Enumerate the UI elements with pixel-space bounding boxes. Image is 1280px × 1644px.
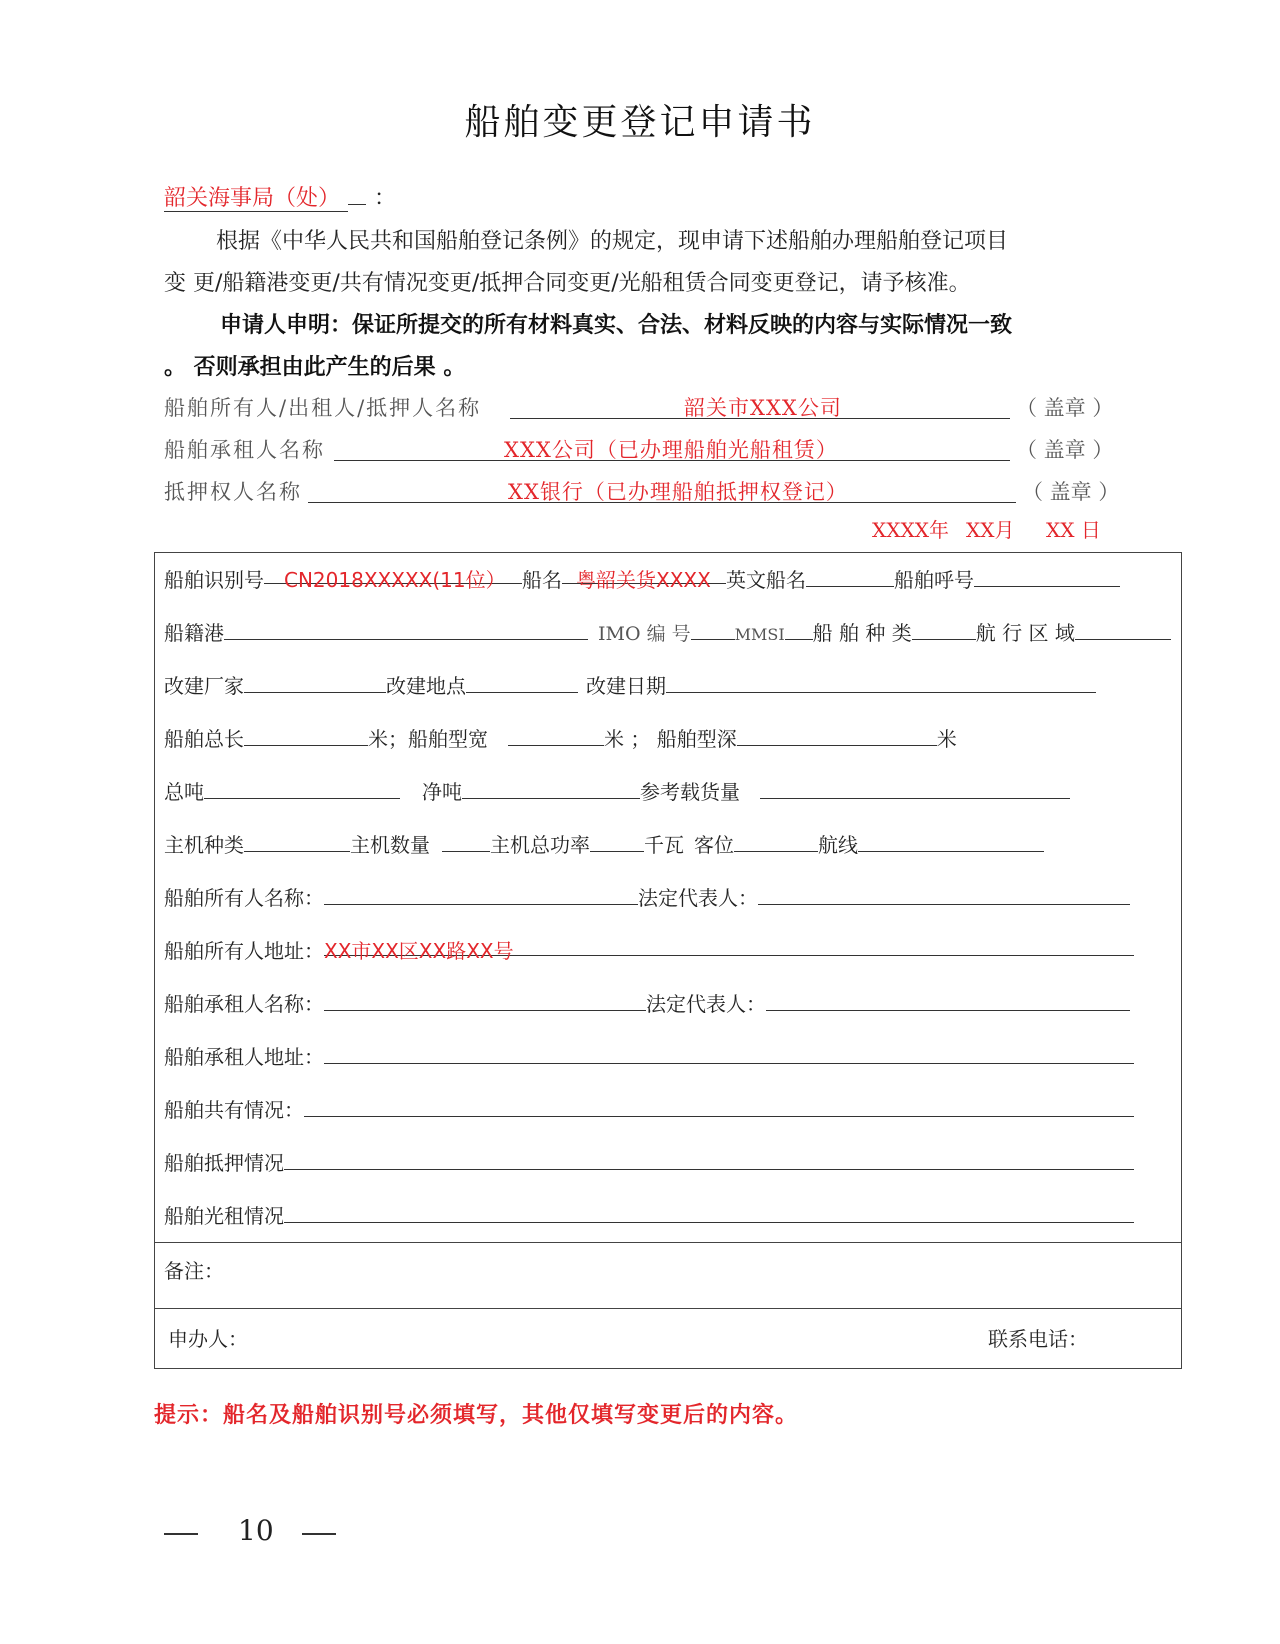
applicant-field[interactable]: [250, 1318, 750, 1352]
remarks-label: 备注：: [164, 1259, 224, 1283]
ship-type-label: 船 舶 种 类: [812, 621, 912, 645]
engine-power-field[interactable]: [590, 831, 644, 852]
ship-id-label: 船舶识别号: [164, 568, 264, 592]
engine-type-field[interactable]: [244, 831, 350, 852]
english-name-label: 英文船名: [726, 568, 806, 592]
co-ownership-label: 船舶共有情况：: [164, 1098, 304, 1122]
rebuild-place-label: 改建地点: [386, 674, 466, 698]
ship-name-field[interactable]: 粤韶关货XXXX: [562, 564, 726, 584]
engine-count-field[interactable]: [442, 831, 490, 852]
passenger-field[interactable]: [734, 831, 818, 852]
dwt-label: 参考载货量: [640, 780, 740, 804]
party-mortgagee-seal: （ 盖章 ）: [1022, 480, 1120, 504]
port-field[interactable]: [224, 619, 588, 640]
form-row-co-ownership: [164, 1094, 1134, 1123]
page-number: 10: [238, 1514, 274, 1547]
rebuild-factory-label: 改建厂家: [164, 674, 244, 698]
form-row-owner: [164, 882, 1130, 911]
form-row-rebuild: [164, 670, 1096, 699]
lessee-name-label: 船舶承租人名称：: [164, 992, 324, 1016]
rebuild-date-label: 改建日期: [586, 674, 666, 698]
owner-address-field[interactable]: XX市XX区XX路XX号: [324, 935, 1134, 956]
owner-legal-rep-field[interactable]: [758, 884, 1130, 905]
bareboat-label: 船舶光租情况: [164, 1204, 284, 1228]
rebuild-factory-field[interactable]: [244, 672, 386, 693]
party-lessee-value: XXX公司（已办理船舶光船租赁）: [504, 438, 838, 462]
mmsi-field[interactable]: [785, 619, 813, 640]
length-label: 船舶总长: [164, 727, 244, 751]
net-tonnage-label: 净吨: [422, 780, 462, 804]
lessee-legal-rep-field[interactable]: [766, 990, 1130, 1011]
applicant-label: 申办人：: [168, 1327, 248, 1351]
depth-field[interactable]: [737, 725, 937, 746]
declaration-line1: 申请人申明：保证所提交的所有材料真实、合法、材料反映的内容与实际情况一致: [220, 313, 1013, 338]
page-number-dash-left: [164, 1533, 198, 1535]
mortgage-label: 船舶抵押情况: [164, 1151, 284, 1175]
rebuild-date-field[interactable]: [666, 672, 1096, 693]
length-field[interactable]: [244, 725, 368, 746]
party-mortgagee-label: 抵押权人名称: [164, 480, 302, 504]
ship-type-field[interactable]: [912, 619, 976, 640]
form-row-mortgage: [164, 1147, 1134, 1176]
form-row-engine: [164, 829, 1044, 858]
owner-name-label: 船舶所有人名称：: [164, 886, 324, 910]
lessee-address-field[interactable]: [324, 1043, 1134, 1064]
addressee-name: 韶关海事局（处）: [164, 186, 348, 212]
passenger-label: 客位: [694, 833, 734, 857]
addressee-colon: ：: [374, 186, 397, 211]
bareboat-field[interactable]: [284, 1202, 1134, 1223]
party-mortgagee-value: XX银行（已办理船舶抵押权登记）: [508, 480, 848, 504]
form-row-dimensions: [164, 723, 957, 752]
date-year: XXXX年: [872, 518, 949, 542]
depth-unit: 米: [936, 727, 957, 751]
engine-power-label: 主机总功率: [490, 833, 590, 857]
route-field[interactable]: [858, 831, 1044, 852]
form-divider-remarks: [154, 1242, 1182, 1243]
form-row-owner-address: [164, 935, 1134, 964]
lessee-legal-rep-label: 法定代表人：: [646, 992, 766, 1016]
route-label: 航线: [818, 833, 858, 857]
rebuild-place-field[interactable]: [466, 672, 578, 693]
phone-label: 联系电话：: [988, 1327, 1088, 1351]
form-row-lessee: [164, 988, 1130, 1017]
form-divider-applicant: [154, 1308, 1182, 1309]
party-owner-label: 船舶所有人/出租人/抵押人名称: [164, 396, 482, 420]
form-row-bareboat: [164, 1200, 1134, 1229]
port-label: 船籍港: [164, 621, 224, 645]
party-lessee-seal: （ 盖章 ）: [1016, 438, 1114, 462]
net-tonnage-field[interactable]: [462, 778, 640, 799]
imo-field[interactable]: [691, 619, 735, 640]
depth-label: 米 ； 船舶型深: [604, 727, 737, 751]
owner-legal-rep-label: 法定代表人：: [638, 886, 758, 910]
breadth-field[interactable]: [508, 725, 604, 746]
call-sign-label: 船舶呼号: [894, 568, 974, 592]
owner-address-label: 船舶所有人地址：: [164, 939, 324, 963]
ship-id-field[interactable]: CN2018XXXXX(11位）: [264, 564, 522, 584]
request-paragraph-line2: 变 更/船籍港变更/共有情况变更/抵押合同变更/光船租赁合同变更登记，请予核准。: [164, 271, 971, 296]
co-ownership-field[interactable]: [304, 1096, 1134, 1117]
phone-field[interactable]: [1090, 1318, 1174, 1352]
remarks-field[interactable]: [164, 1278, 1164, 1302]
english-name-field[interactable]: [806, 566, 894, 587]
breadth-label: 米；船舶型宽: [368, 727, 488, 751]
request-paragraph-line1: 根据《中华人民共和国船舶登记条例》的规定，现申请下述船舶办理船舶登记项目: [216, 229, 1009, 254]
declaration-line2: 。 否则承担由此产生的后果 。: [164, 355, 466, 380]
kw-label: 千瓦: [644, 833, 684, 857]
gross-tonnage-field[interactable]: [204, 778, 400, 799]
owner-name-field[interactable]: [324, 884, 638, 905]
engine-type-label: 主机种类: [164, 833, 244, 857]
engine-count-label: 主机数量: [350, 833, 430, 857]
nav-area-field[interactable]: [1075, 619, 1171, 640]
ship-name-label: 船名: [522, 568, 562, 592]
lessee-address-label: 船舶承租人地址：: [164, 1045, 324, 1069]
nav-area-label: 航 行 区 域: [975, 621, 1075, 645]
date-month: XX月: [966, 518, 1015, 542]
addressee-line: [164, 181, 396, 212]
lessee-name-field[interactable]: [324, 990, 646, 1011]
mortgage-field[interactable]: [284, 1149, 1134, 1170]
page-title: 船舶变更登记申请书: [464, 102, 816, 143]
date-day: XX 日: [1046, 518, 1101, 542]
form-row-lessee-address: [164, 1041, 1134, 1070]
party-lessee-label: 船舶承租人名称: [164, 438, 325, 462]
form-row-tonnage: [164, 776, 1070, 805]
call-sign-field[interactable]: [974, 566, 1120, 587]
gross-tonnage-label: 总吨: [164, 780, 204, 804]
page-number-dash-right: [302, 1533, 336, 1535]
form-row-port: [164, 617, 1171, 646]
imo-label: IMO 编 号: [598, 623, 691, 645]
dwt-field[interactable]: [760, 778, 1070, 799]
party-owner-seal: （ 盖章 ）: [1016, 396, 1114, 420]
form-row-identity: [164, 564, 1120, 593]
party-owner-value: 韶关市XXX公司: [684, 396, 842, 420]
mmsi-label: MMSI: [734, 625, 785, 644]
fill-tip: 提示：船名及船舶识别号必须填写，其他仅填写变更后的内容。: [154, 1402, 799, 1428]
